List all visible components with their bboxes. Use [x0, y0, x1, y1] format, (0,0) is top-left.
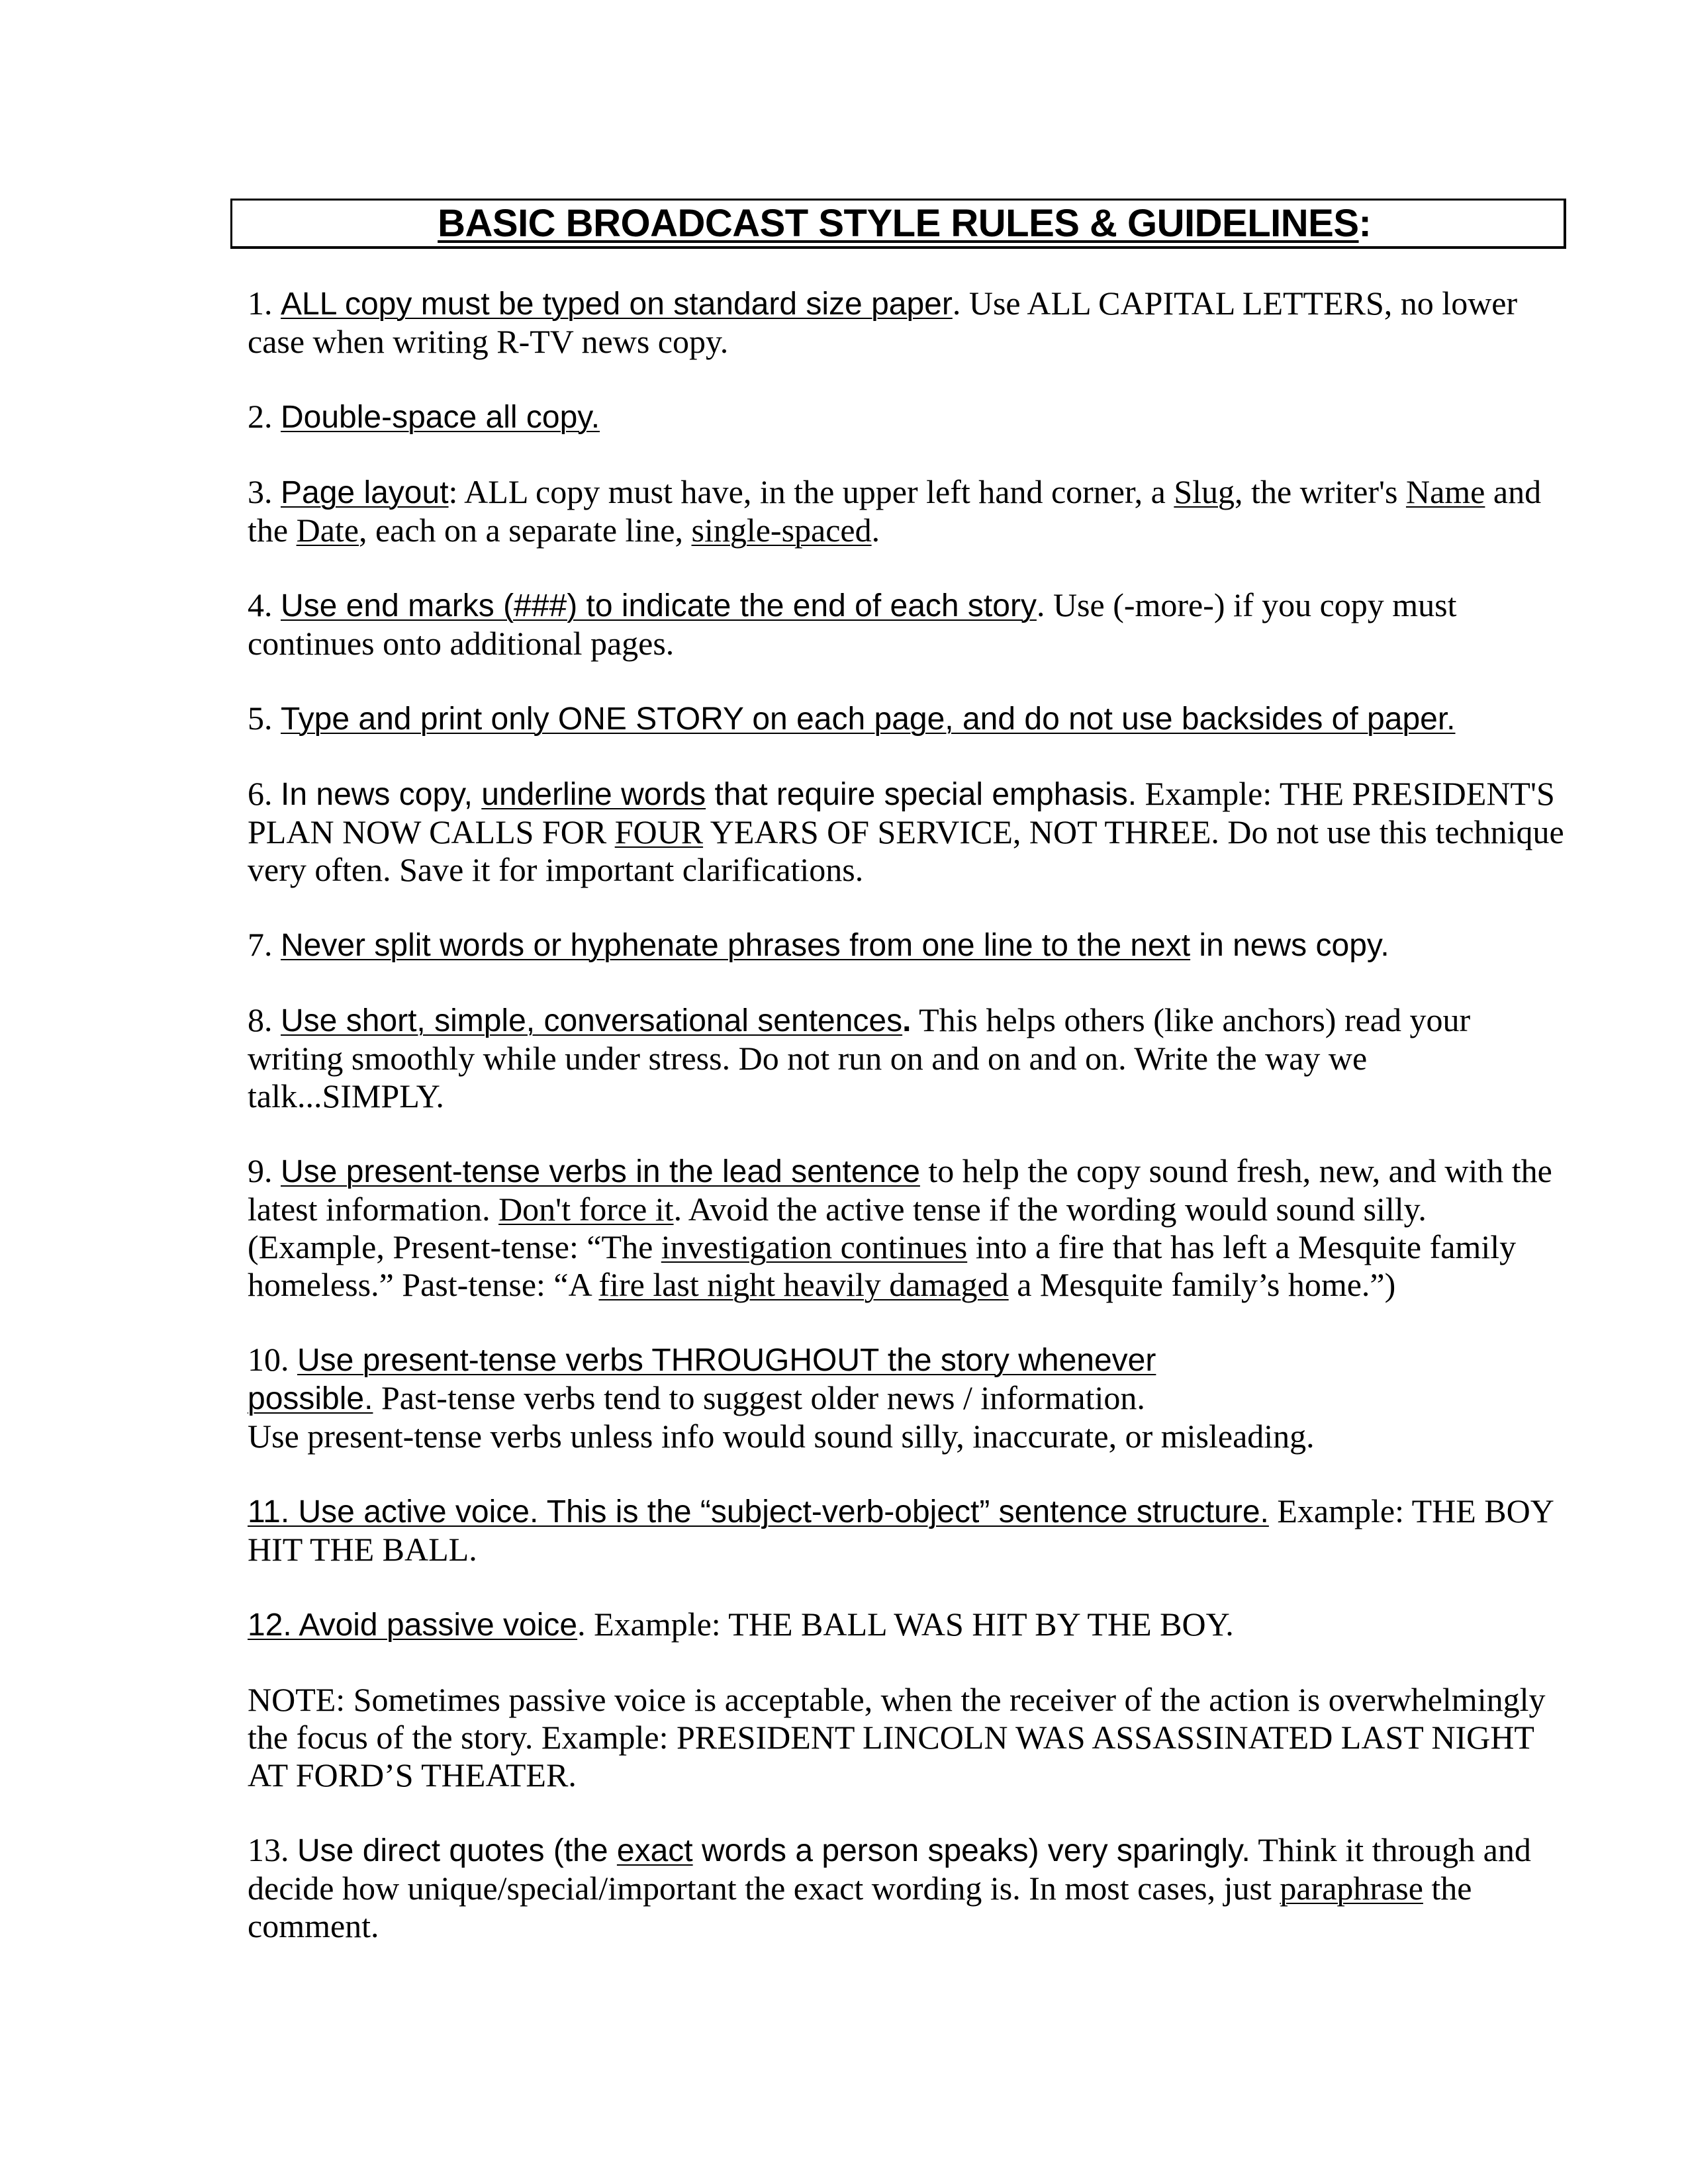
rule-text: . Use ALL CAPITAL LETTERS, no lower case when writing R-TV news copy.	[248, 285, 1518, 360]
rule-number: 6.	[248, 775, 281, 812]
title-box	[230, 199, 1566, 249]
rule-number: 4.	[248, 586, 281, 623]
rule-text: . Avoid the active tense if the wording would sound silly. (Example, Present-tense: “The	[248, 1191, 1427, 1265]
rule-text: , the writer's	[1235, 473, 1406, 510]
rule-lead: In news copy,	[281, 777, 482, 812]
rule-1	[248, 285, 1565, 361]
title-colon: :	[1358, 202, 1372, 245]
rule-text: Use present-tense verbs unless info would sound silly, inaccurate, or misleading.	[248, 1418, 1315, 1455]
rule-4	[248, 586, 1565, 662]
rule-text: the comment.	[248, 1870, 1472, 1944]
page-title: BASIC BROADCAST STYLE RULES & GUIDELINES	[438, 202, 1359, 245]
rule-number: 7.	[248, 926, 281, 963]
underlined-word: Don't force it	[498, 1191, 674, 1228]
note-text: NOTE: Sometimes passive voice is acceptable, when the receiver of the action is overwhelmingly the focus of the story. Example: PRESIDENT LINCOLN WAS ASSASSINATED LAST NIGHT AT FORD’S THEATER.	[248, 1681, 1546, 1794]
rule-number: 2.	[248, 398, 281, 435]
rule-8	[248, 1001, 1565, 1115]
rule-3	[248, 473, 1565, 549]
rule-lead: Never split words or hyphenate phrases from one line to the next	[281, 928, 1191, 963]
rule-lead: Double-space all copy.	[281, 400, 600, 435]
underlined-word: single-spaced	[691, 512, 872, 549]
rule-10	[248, 1341, 1565, 1455]
rule-13	[248, 1831, 1565, 1945]
rule-lead: 12. Avoid passive voice	[248, 1608, 578, 1643]
rule-lead-dot: .	[902, 1003, 912, 1038]
rule-number: 13.	[248, 1831, 297, 1868]
rule-text: .	[871, 512, 880, 549]
rule-6	[248, 775, 1565, 889]
rule-text: a Mesquite family’s home.”)	[1008, 1266, 1396, 1303]
rule-text: . Example: THE BALL WAS HIT BY THE BOY.	[577, 1606, 1234, 1643]
rule-lead: Use direct quotes (the	[297, 1833, 617, 1868]
rule-number: 3.	[248, 473, 281, 510]
rule-lead: ALL copy must be typed on standard size paper	[281, 287, 953, 322]
rule-text: to help the copy sound fresh, new, and with the latest information.	[248, 1152, 1552, 1228]
note	[248, 1681, 1565, 1794]
rule-lead: Page layout	[281, 475, 449, 510]
rule-lead: words a person speaks) very sparingly.	[692, 1833, 1250, 1868]
rule-number: 9.	[248, 1152, 281, 1189]
rule-12	[248, 1606, 1565, 1644]
underlined-word: Slug	[1174, 473, 1235, 510]
rule-lead: possible.	[248, 1381, 373, 1416]
rule-text: Example: THE BOY HIT THE BALL.	[248, 1492, 1553, 1568]
rule-number: 10.	[248, 1341, 297, 1378]
rule-lead: Use present-tense verbs in the lead sentence	[281, 1154, 920, 1189]
rule-number: 5.	[248, 700, 281, 737]
rule-text: , each on a separate line,	[358, 512, 692, 549]
underlined-word: exact	[616, 1833, 693, 1868]
underlined-word: paraphrase	[1280, 1870, 1423, 1907]
rule-lead: Use end marks (###) to indicate the end of each story	[281, 588, 1037, 623]
rule-text: : ALL copy must have, in the upper left hand corner, a	[448, 473, 1174, 510]
rule-7	[248, 926, 1565, 964]
rule-number: 1.	[248, 285, 281, 322]
rule-text: YEARS OF SERVICE, NOT THREE. Do not use this technique very often. Save it for important clarifications.	[248, 813, 1564, 888]
rule-2	[248, 398, 1565, 436]
rule-text: Example: THE PRESIDENT'S PLAN NOW CALLS FOR	[248, 775, 1555, 850]
rule-number: 8.	[248, 1001, 281, 1038]
rules-list	[248, 285, 1565, 1982]
rule-lead: Type and print only ONE STORY on each page, and do not use backsides of paper.	[281, 702, 1456, 737]
rule-lead: Use present-tense verbs THROUGHOUT the story whenever	[297, 1343, 1156, 1378]
rule-5	[248, 700, 1565, 738]
rule-text: This helps others (like anchors) read your writing smoothly while under stress. Do not run on and on and on. Write the way we talk...SIMPLY.	[248, 1001, 1471, 1115]
rule-text: Think it through and decide how unique/special/important the exact wording is. In most cases, just	[248, 1831, 1531, 1907]
rule-lead: that require special emphasis.	[706, 777, 1137, 812]
rule-text: . Use (-more-) if you copy must continues onto additional pages.	[248, 586, 1457, 662]
underlined-word: fire last night heavily damaged	[598, 1266, 1009, 1303]
underlined-word: FOUR	[614, 813, 704, 850]
rule-lead: Use short, simple, conversational sentences	[281, 1003, 903, 1038]
rule-text: into a fire that has left a Mesquite family homeless.” Past-tense: “A	[248, 1228, 1517, 1303]
rule-text: and the	[248, 473, 1542, 549]
rule-11	[248, 1492, 1565, 1569]
underlined-word: underline words	[481, 777, 706, 812]
rule-text: in news copy.	[1190, 928, 1389, 963]
underlined-word: investigation continues	[661, 1228, 968, 1265]
rule-text: Past-tense verbs tend to suggest older news / information.	[373, 1379, 1145, 1416]
underlined-word: Date	[296, 512, 359, 549]
rule-9	[248, 1152, 1565, 1304]
underlined-word: Name	[1405, 473, 1485, 510]
rule-lead: 11. Use active voice. This is the “subject-verb-object” sentence structure.	[248, 1494, 1269, 1529]
